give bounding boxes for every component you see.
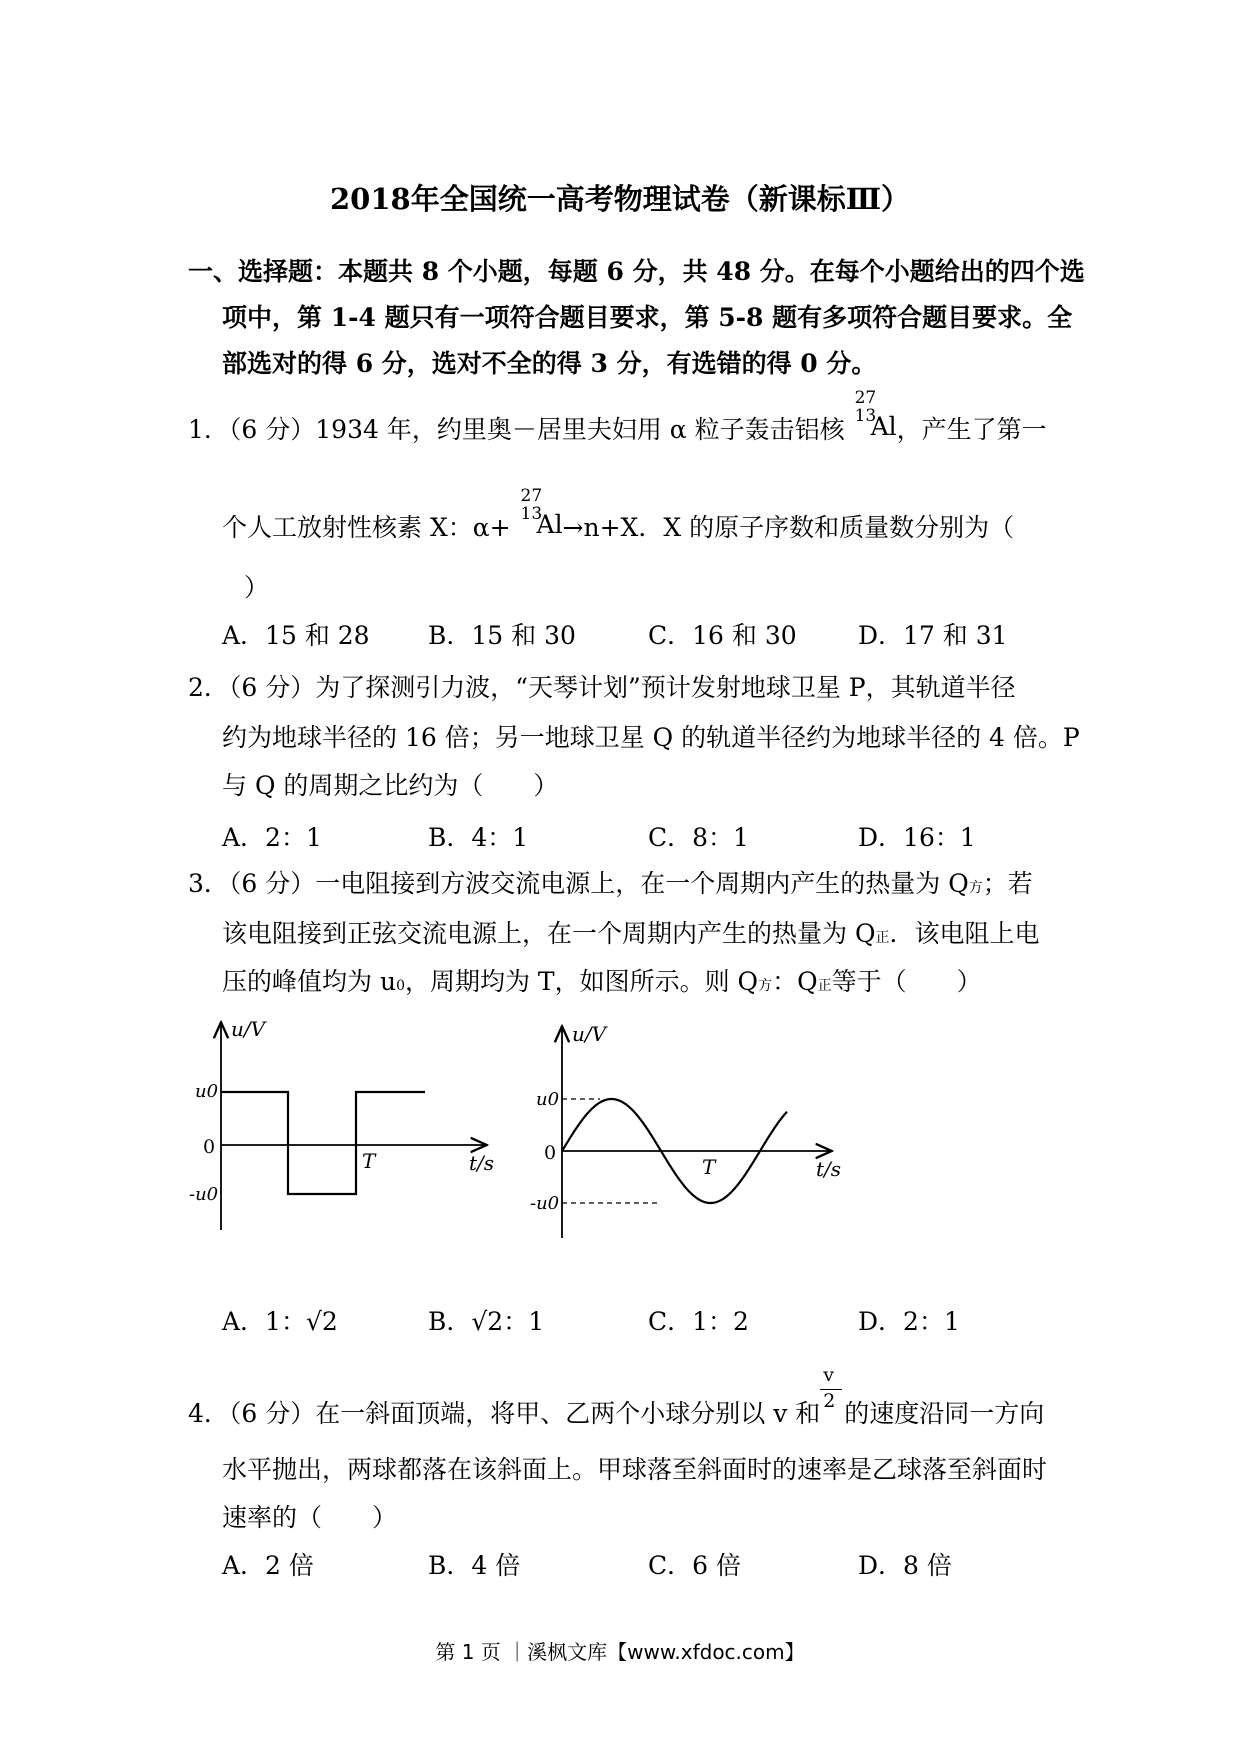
q2-option-c: C．8：1 xyxy=(648,823,749,852)
q3-line1-text: 3．（6 分）一电阻接到方波交流电源上，在一个周期内产生的热量为 Q xyxy=(188,869,969,898)
aluminum-nuclide xyxy=(853,388,897,441)
q1-line2-end: →n+X．X 的原子序数和质量数分别为（ xyxy=(562,513,1015,542)
q2-option-b: B．4：1 xyxy=(428,823,529,852)
q3-option-b: B．√2：1 xyxy=(428,1307,545,1336)
q1-line1-end: ，产生了第一 xyxy=(896,415,1047,444)
q3-line2-end: ．该电阻上电 xyxy=(889,919,1040,948)
q3-line2-text: 该电阻接到正弦交流电源上，在一个周期内产生的热量为 Q xyxy=(222,919,876,948)
square-wave-curve xyxy=(221,1092,425,1194)
q-square-subscript: 方 xyxy=(758,978,773,994)
neg-u0-label: -u0 xyxy=(530,1193,560,1214)
q2-line2: 约为地球半径的 16 倍；另一地球卫星 Q 的轨道半径约为地球半径的 4 倍。P xyxy=(222,723,1080,752)
q2-option-d: D．16：1 xyxy=(858,823,976,852)
q3-option-d: D．2：1 xyxy=(858,1307,960,1336)
q2-line1: 2．（6 分）为了探测引力波，“天琴计划”预计发射地球卫星 P，其轨道半径 xyxy=(188,673,1016,702)
q1-line2 xyxy=(222,486,1015,544)
q3-line1-end: ；若 xyxy=(982,869,1033,898)
sine-wave-graph xyxy=(520,1008,850,1248)
q2-option-a: A．2：1 xyxy=(222,823,322,852)
x-axis-label: t/s xyxy=(816,1157,842,1181)
q3-option-a: A．1：√2 xyxy=(222,1307,338,1336)
y-axis-label: u/V xyxy=(231,1017,266,1041)
q3-line2 xyxy=(222,914,1039,950)
u0-subscript: 0 xyxy=(396,978,405,994)
nuclide-symbol: Al xyxy=(870,412,897,441)
origin-label: 0 xyxy=(544,1142,557,1164)
q4-line1-end: 的速度沿同一方向 xyxy=(844,1399,1045,1428)
period-label: T xyxy=(702,1155,716,1179)
q4-line2: 水平抛出，两球都落在该斜面上。甲球落至斜面时的速率是乙球落至斜面时 xyxy=(222,1455,1048,1484)
q1-line1 xyxy=(188,388,1047,446)
q4-line1 xyxy=(188,1363,1045,1430)
q1-line1-text: 1．（6 分）1934 年，约里奥－居里夫妇用 α 粒子轰击铝核 xyxy=(188,415,845,444)
q3-line3-part-c: ：Q xyxy=(772,967,818,996)
q1-line3: ） xyxy=(244,573,270,602)
q3-line3-part-a: 压的峰值均为 u xyxy=(222,967,397,996)
q3-line3-part-d: 等于（ ） xyxy=(831,967,982,996)
origin-label: 0 xyxy=(203,1136,216,1158)
nuclide-symbol: Al xyxy=(536,510,563,539)
page-title: 2018年全国统一高考物理试卷（新课标Ⅲ） xyxy=(329,182,911,216)
q4-line3: 速率的（ ） xyxy=(222,1503,398,1532)
q1-option-c: C．16 和 30 xyxy=(648,621,797,650)
nuclide-mass-number: 27 xyxy=(520,486,543,506)
q3-line3 xyxy=(222,962,982,998)
q-sine-subscript: 正 xyxy=(875,930,890,946)
q2-line3: 与 Q 的周期之比约为（ ） xyxy=(222,771,559,800)
square-wave-graph xyxy=(185,1008,505,1240)
section-heading-line2: 项中，第 1-4 题只有一项符合题目要求，第 5-8 题有多项符合题目要求。全 xyxy=(222,303,1073,332)
y-axis-label: u/V xyxy=(572,1022,607,1046)
q4-option-c: C．6 倍 xyxy=(648,1551,741,1580)
period-label: T xyxy=(362,1149,376,1173)
q4-option-b: B．4 倍 xyxy=(428,1551,521,1580)
q4-option-a: A．2 倍 xyxy=(222,1551,314,1580)
q-square-subscript: 方 xyxy=(968,880,983,896)
section-heading-line1: 一、选择题：本题共 8 个小题，每题 6 分，共 48 分。在每个小题给出的四个选 xyxy=(188,257,1085,286)
q4-option-d: D．8 倍 xyxy=(858,1551,952,1580)
q3-line1 xyxy=(188,864,1033,900)
q1-option-b: B．15 和 30 xyxy=(428,621,576,650)
q-sine-subscript: 正 xyxy=(817,978,832,994)
nuclide-atomic-number: 13 xyxy=(520,504,543,524)
page-footer: 第 1 页 ｜溪枫文库【www.xfdoc.com】 xyxy=(435,1640,805,1664)
nuclide-mass-number: 27 xyxy=(854,388,877,408)
q1-option-a: A．15 和 28 xyxy=(222,621,370,650)
neg-u0-label: -u0 xyxy=(189,1184,219,1205)
q3-line3-part-b: ，周期均为 T，如图所示。则 Q xyxy=(404,967,759,996)
x-axis-label: t/s xyxy=(469,1151,495,1175)
u0-label: u0 xyxy=(195,1081,219,1102)
section-heading-line3: 部选对的得 6 分，选对不全的得 3 分，有选错的得 0 分。 xyxy=(222,349,877,378)
nuclide-atomic-number: 13 xyxy=(854,406,877,426)
u0-label: u0 xyxy=(536,1089,560,1110)
fraction-denominator: 2 xyxy=(823,1389,836,1412)
q1-line2-text: 个人工放射性核素 X：α+ xyxy=(222,513,511,542)
q3-option-c: C．1：2 xyxy=(648,1307,749,1336)
q4-line1-text: 4．（6 分）在一斜面顶端，将甲、乙两个小球分别以 v 和 xyxy=(188,1399,821,1428)
q1-option-d: D．17 和 31 xyxy=(858,621,1008,650)
aluminum-nuclide-equation xyxy=(519,486,563,539)
fraction-numerator: v xyxy=(823,1363,835,1386)
